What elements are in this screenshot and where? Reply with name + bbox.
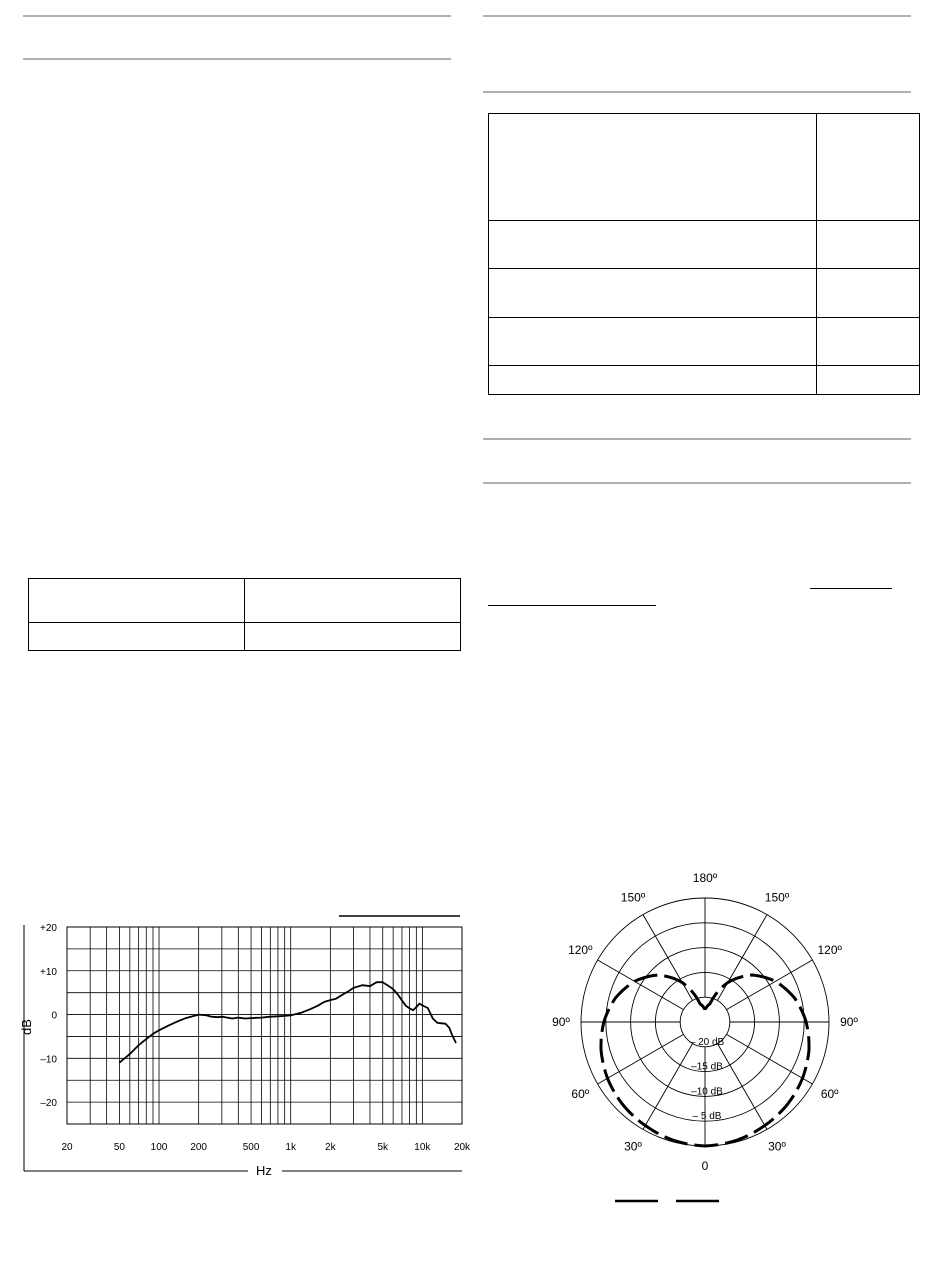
- polar-angle-label: 0: [701, 1159, 709, 1173]
- polar-angle-label: 180º: [692, 871, 718, 885]
- polar-angle-label: 90º: [840, 1015, 858, 1029]
- x-tick-label: 500: [242, 1142, 260, 1153]
- table-cell: [489, 318, 817, 366]
- left-small-table: [28, 578, 461, 651]
- table-cell: [817, 318, 920, 366]
- x-axis-label: Hz: [256, 1163, 272, 1178]
- left-second-rule: [23, 58, 451, 60]
- frequency-response-chart: [0, 900, 480, 1190]
- polar-spoke: [643, 915, 693, 1001]
- y-tick-labels: [40, 923, 57, 1109]
- table-row: [489, 221, 920, 269]
- x-tick-label: 50: [113, 1142, 125, 1153]
- polar-ring-labels: [690, 1037, 725, 1122]
- x-tick-label: 2k: [325, 1142, 336, 1153]
- table-row: [489, 114, 920, 221]
- table-row: [489, 318, 920, 366]
- x-tick-label: 10k: [414, 1142, 431, 1153]
- x-tick-label: 100: [150, 1142, 168, 1153]
- table-row: [29, 579, 461, 623]
- y-tick-label: 0: [51, 1010, 57, 1022]
- chart-grid: [67, 927, 462, 1124]
- table-cell: [817, 114, 920, 221]
- polar-angle-label: 150º: [764, 890, 790, 905]
- x-tick-labels: [61, 1142, 471, 1153]
- x-tick-label: 5k: [377, 1142, 389, 1153]
- polar-pattern-chart: [535, 870, 875, 1220]
- x-tick-label: 20: [61, 1142, 73, 1153]
- polar-spoke: [717, 1043, 767, 1129]
- polar-angle-label: 30º: [768, 1139, 786, 1154]
- polar-ring-label: – 20 dB: [689, 1036, 725, 1048]
- table-cell: [817, 366, 920, 395]
- x-tick-label: 1k: [285, 1142, 296, 1153]
- polar-spoke: [717, 915, 767, 1001]
- polar-spoke: [598, 1034, 684, 1084]
- polar-spoke: [643, 1043, 693, 1129]
- right-second-rule: [483, 91, 911, 93]
- chart-plot-frame: [67, 927, 462, 1124]
- table-cell: [245, 623, 461, 651]
- polar-angle-label: 60º: [571, 1087, 590, 1101]
- table-cell: [29, 579, 245, 623]
- table-cell: [817, 221, 920, 269]
- table-row: [489, 269, 920, 318]
- polar-angle-label: 60º: [820, 1087, 839, 1101]
- table-cell: [489, 366, 817, 395]
- polar-spoke: [726, 1034, 812, 1084]
- y-tick-label: –20: [40, 1098, 57, 1110]
- x-tick-label: 20k: [453, 1142, 471, 1153]
- table-row: [489, 366, 920, 395]
- right-spec-table: [488, 113, 920, 395]
- y-tick-label: +10: [40, 966, 57, 978]
- polar-angle-label: 120º: [817, 943, 842, 957]
- response-series: [119, 982, 456, 1062]
- table-cell: [489, 269, 817, 318]
- right-third-rule: [483, 438, 911, 440]
- table-cell: [489, 221, 817, 269]
- table-row: [29, 623, 461, 651]
- polar-ring-label: –10 dB: [691, 1086, 723, 1098]
- right-fourth-rule: [483, 482, 911, 484]
- polar-angle-label: 120º: [568, 943, 593, 957]
- link-underline-2: [488, 605, 656, 606]
- polar-ring-label: –15 dB: [691, 1061, 723, 1073]
- right-top-rule: [483, 15, 911, 17]
- table-cell: [489, 114, 817, 221]
- link-underline-1: [810, 588, 892, 589]
- y-axis-label: dB: [19, 1019, 34, 1035]
- polar-grid: [581, 898, 829, 1146]
- polar-angle-label: 90º: [552, 1015, 570, 1029]
- polar-angle-label: 150º: [620, 890, 646, 905]
- polar-angle-label: 30º: [624, 1139, 642, 1154]
- table-cell: [817, 269, 920, 318]
- left-top-rule: [23, 15, 451, 17]
- table-cell: [29, 623, 245, 651]
- response-line: [119, 982, 456, 1062]
- polar-ring-label: – 5 dB: [692, 1111, 722, 1123]
- table-cell: [245, 579, 461, 623]
- y-tick-label: +20: [40, 923, 57, 934]
- polar-spoke: [598, 960, 684, 1010]
- x-tick-label: 200: [190, 1142, 208, 1153]
- polar-spoke: [726, 960, 812, 1010]
- y-tick-label: –10: [40, 1054, 57, 1066]
